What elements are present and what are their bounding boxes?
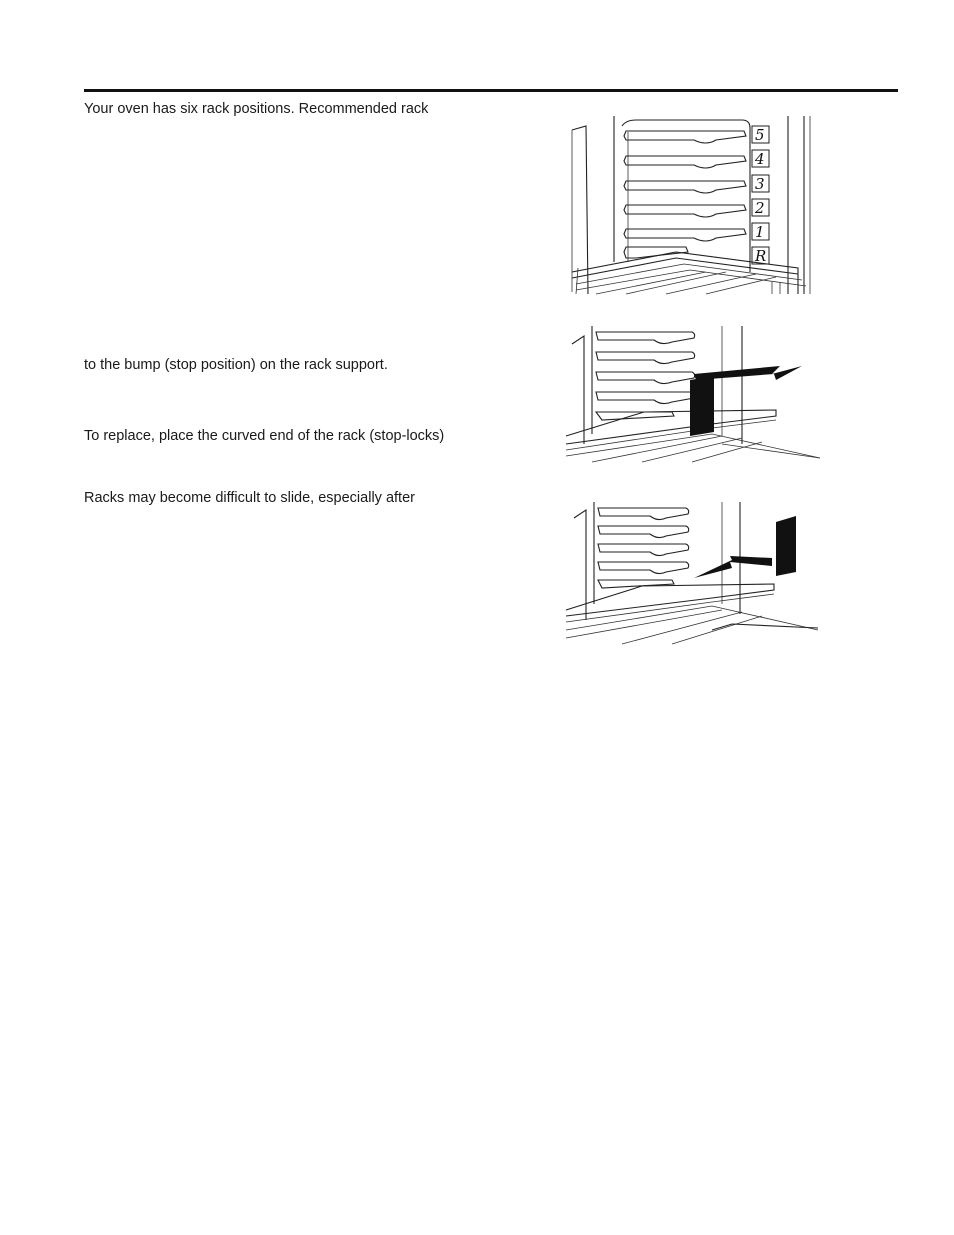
rack-label-1: 1 (755, 223, 765, 241)
oven-rack-positions-illustration (566, 112, 816, 298)
paragraph-rack-sliding: Racks may become difficult to slide, especially after (84, 490, 415, 506)
rack-label-2: 2 (755, 199, 765, 217)
rack-label-3: 3 (755, 175, 765, 193)
paragraph-rack-positions: Your oven has six rack positions. Recommended rack (84, 101, 429, 117)
section-divider (84, 89, 898, 92)
rack-label-5: 5 (755, 126, 765, 144)
paragraph-rack-replace: To replace, place the curved end of the rack (stop-locks) (84, 428, 445, 444)
rack-removal-illustration (562, 324, 824, 466)
paragraph-rack-stop: to the bump (stop position) on the rack support. (84, 357, 388, 373)
rack-label-4: 4 (755, 150, 765, 168)
rack-label-r: R (755, 247, 767, 265)
rack-replacement-illustration (562, 500, 824, 646)
